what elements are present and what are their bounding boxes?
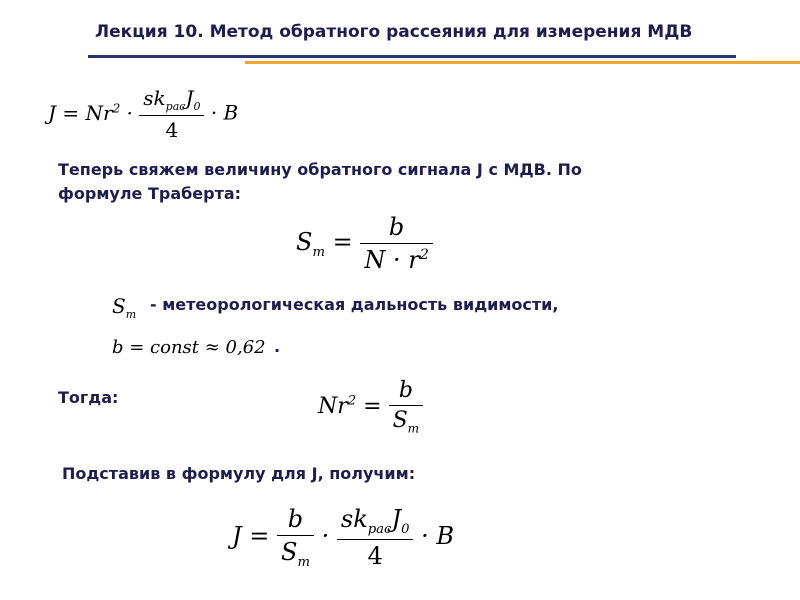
formula-nr2-fraction: $\frac{b}{S_m}$ [389, 378, 424, 435]
formula-result-fraction-1: $\frac{b}{S_m}$ [277, 505, 314, 570]
title-underline-orange [245, 61, 800, 64]
symbol-sm: $S_m$ [112, 294, 137, 321]
substitute-text: Подставив в формулу для J, получим: [62, 464, 416, 483]
paragraph-line-1: Теперь свяжем величину обратного сигнала J с МДВ. По [58, 160, 582, 179]
definition-text: - метеорологическая дальность видимости, [150, 295, 559, 314]
paragraph-line-2: формуле Траберта: [58, 184, 242, 203]
title-underline-dark [88, 55, 736, 58]
formula-signal-fraction: $\frac{sk_{рас}J_0}{4}$ [139, 86, 204, 142]
formula-trabert: $S_m$ = $\frac{b}{N \cdot r^2}$ [296, 213, 433, 274]
formula-signal: $J = Nr^2$ · $\frac{sk_{рас}J_0}{4}$ · B [48, 86, 239, 142]
constant-b: b = const ≈ 0,62 [112, 337, 266, 358]
constant-period: . [274, 337, 281, 356]
then-label: Тогда: [58, 388, 119, 407]
formula-trabert-fraction: $\frac{b}{N \cdot r^2}$ [360, 213, 433, 274]
formula-result: J = $\frac{b}{S_m}$ · $\frac{sk_{рас}J_0}{4}$ · B [232, 505, 454, 570]
formula-result-fraction-2: $\frac{sk_{рас}J_0}{4}$ [337, 505, 414, 570]
slide-title: Лекция 10. Метод обратного рассеяния для измерения МДВ [95, 22, 693, 42]
formula-nr2: $Nr^2$ = $\frac{b}{S_m}$ [318, 378, 423, 435]
